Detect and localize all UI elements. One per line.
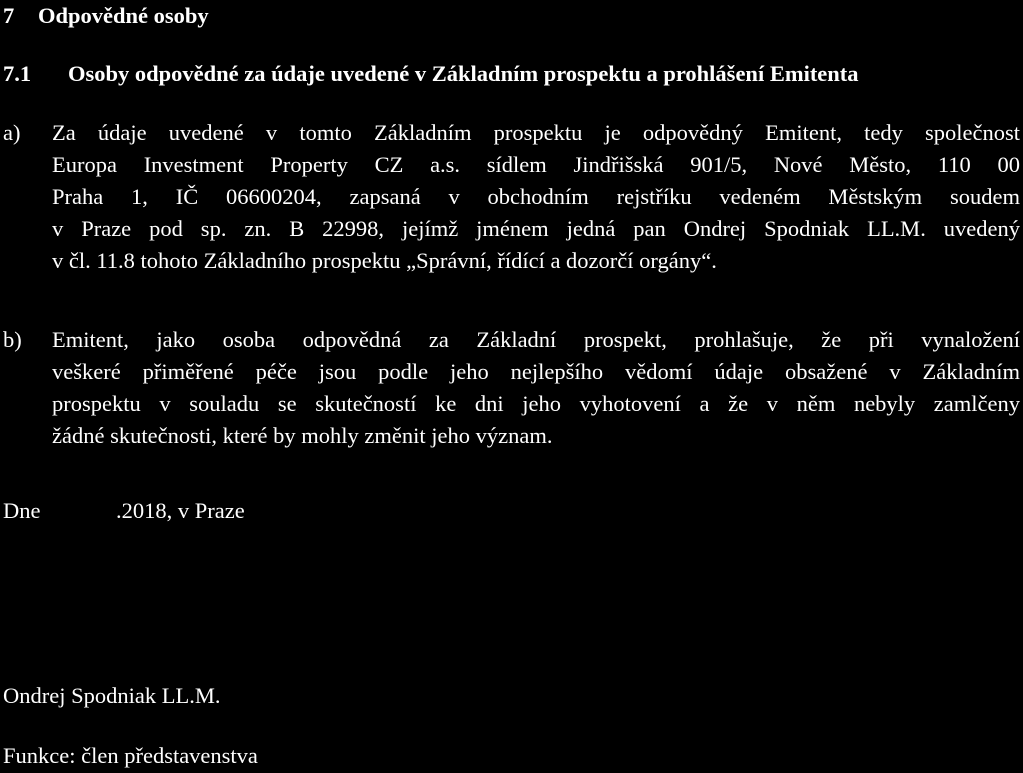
subsection-number: 7.1 (3, 61, 32, 86)
paragraph-a-line: v čl. 11.8 tohoto Základního prospektu „Správní, řídící a dozorčí orgány“. (52, 248, 717, 273)
subsection-title: Osoby odpovědné za údaje uvedené v Základním prospektu a prohlášení Emitenta (68, 61, 859, 86)
paragraph-b-label: b) (3, 327, 22, 352)
paragraph-b-line: prospektu v souladu se skutečností ke dni jeho vyhotovení a že v něm nebyly zamlčeny (52, 391, 1020, 416)
paragraph-b-text (52, 324, 1020, 452)
paragraph-a-line: Praha 1, IČ 06600204, zapsaná v obchodním rejstříku vedeném Městským soudem (52, 184, 1020, 209)
signatory-name: Ondrej Spodniak LL.M. (3, 683, 221, 708)
paragraph-a-line: v Praze pod sp. zn. B 22998, jejímž jménem jedná pan Ondrej Spodniak LL.M. uvedený (52, 216, 1020, 241)
paragraph-b-line: veškeré přiměřené péče jsou podle jeho nejlepšího vědomí údaje obsažené v Základním (52, 359, 1020, 384)
paragraph-a-label: a) (3, 120, 21, 145)
section-number: 7 (3, 3, 15, 28)
date-suffix: .2018, v Praze (116, 498, 245, 523)
paragraph-b-line: žádné skutečnosti, které by mohly změnit jeho význam. (52, 423, 553, 448)
paragraph-a-line: Za údaje uvedené v tomto Základním prospektu je odpovědný Emitent, tedy společnost (52, 120, 1020, 145)
section-title: Odpovědné osoby (38, 3, 209, 28)
paragraph-b-line: Emitent, jako osoba odpovědná za Základní prospekt, prohlašuje, že při vynaložení (52, 327, 1020, 352)
signatory-function: Funkce: člen představenstva (3, 743, 258, 768)
date-prefix: Dne (3, 498, 41, 523)
paragraph-a-line: Europa Investment Property CZ a.s. sídlem Jindřišská 901/5, Nové Město, 110 00 (52, 152, 1020, 177)
paragraph-a-text (52, 117, 1020, 277)
